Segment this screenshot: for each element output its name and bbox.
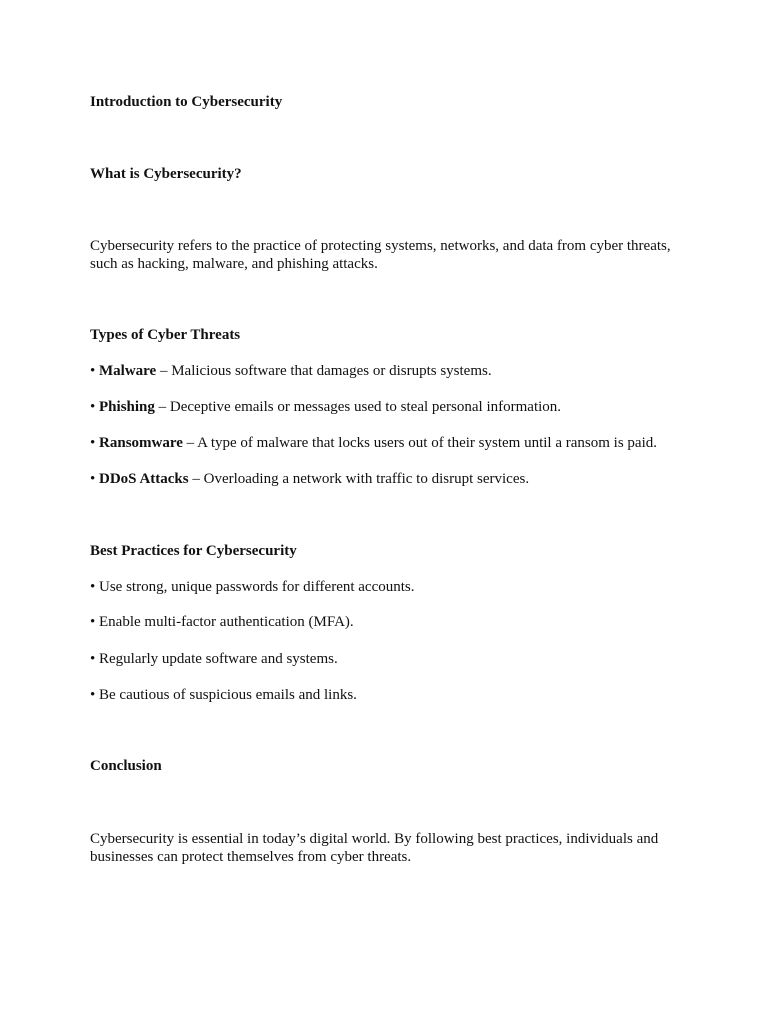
threat-term: Ransomware bbox=[99, 435, 183, 451]
threat-list-item bbox=[90, 470, 680, 488]
section-heading-best-practices: Best Practices for Cybersecurity bbox=[90, 543, 297, 559]
threat-description: – A type of malware that locks users out of their system until a ransom is paid. bbox=[182, 435, 657, 451]
bullet-glyph: • bbox=[90, 399, 96, 415]
threat-list-item bbox=[90, 434, 680, 452]
threat-list-item bbox=[90, 398, 680, 416]
practice-list-item bbox=[90, 650, 680, 668]
practice-list-item bbox=[90, 686, 680, 704]
bullet-glyph: • bbox=[90, 435, 96, 451]
practice-text: Regularly update software and systems. bbox=[99, 651, 338, 667]
section-heading-what-is-cybersecurity: What is Cybersecurity? bbox=[90, 166, 242, 182]
practice-text: Enable multi-factor authentication (MFA). bbox=[99, 614, 354, 630]
practice-list-item bbox=[90, 613, 680, 631]
bullet-glyph: • bbox=[90, 363, 96, 379]
document-title: Introduction to Cybersecurity bbox=[90, 94, 283, 110]
threat-description: – Deceptive emails or messages used to steal personal information. bbox=[154, 399, 562, 415]
practice-list-item bbox=[90, 578, 680, 596]
threat-description: – Malicious software that damages or disrupts systems. bbox=[156, 363, 492, 379]
bullet-glyph: • bbox=[90, 687, 96, 703]
bullet-glyph: • bbox=[90, 614, 96, 630]
threat-term: Phishing bbox=[99, 399, 155, 415]
what-is-cybersecurity-paragraph: Cybersecurity refers to the practice of protecting systems, networks, and data from cyber threats, such as hacking, malware, and phishing attacks. bbox=[90, 238, 671, 272]
bullet-glyph: • bbox=[90, 471, 96, 487]
threat-term: Malware bbox=[99, 363, 157, 379]
section-heading-conclusion: Conclusion bbox=[90, 758, 162, 774]
conclusion-paragraph: Cybersecurity is essential in today’s digital world. By following best practices, individuals and businesses can protect themselves from cyber threats. bbox=[90, 831, 659, 865]
threat-term: DDoS Attacks bbox=[99, 471, 189, 487]
practice-text: Be cautious of suspicious emails and links. bbox=[99, 687, 357, 703]
bullet-glyph: • bbox=[90, 579, 96, 595]
threat-list-item bbox=[90, 362, 680, 380]
practice-text: Use strong, unique passwords for different accounts. bbox=[99, 579, 415, 595]
section-heading-types-of-threats: Types of Cyber Threats bbox=[90, 327, 241, 343]
threat-description: – Overloading a network with traffic to disrupt services. bbox=[188, 471, 530, 487]
bullet-glyph: • bbox=[90, 651, 96, 667]
